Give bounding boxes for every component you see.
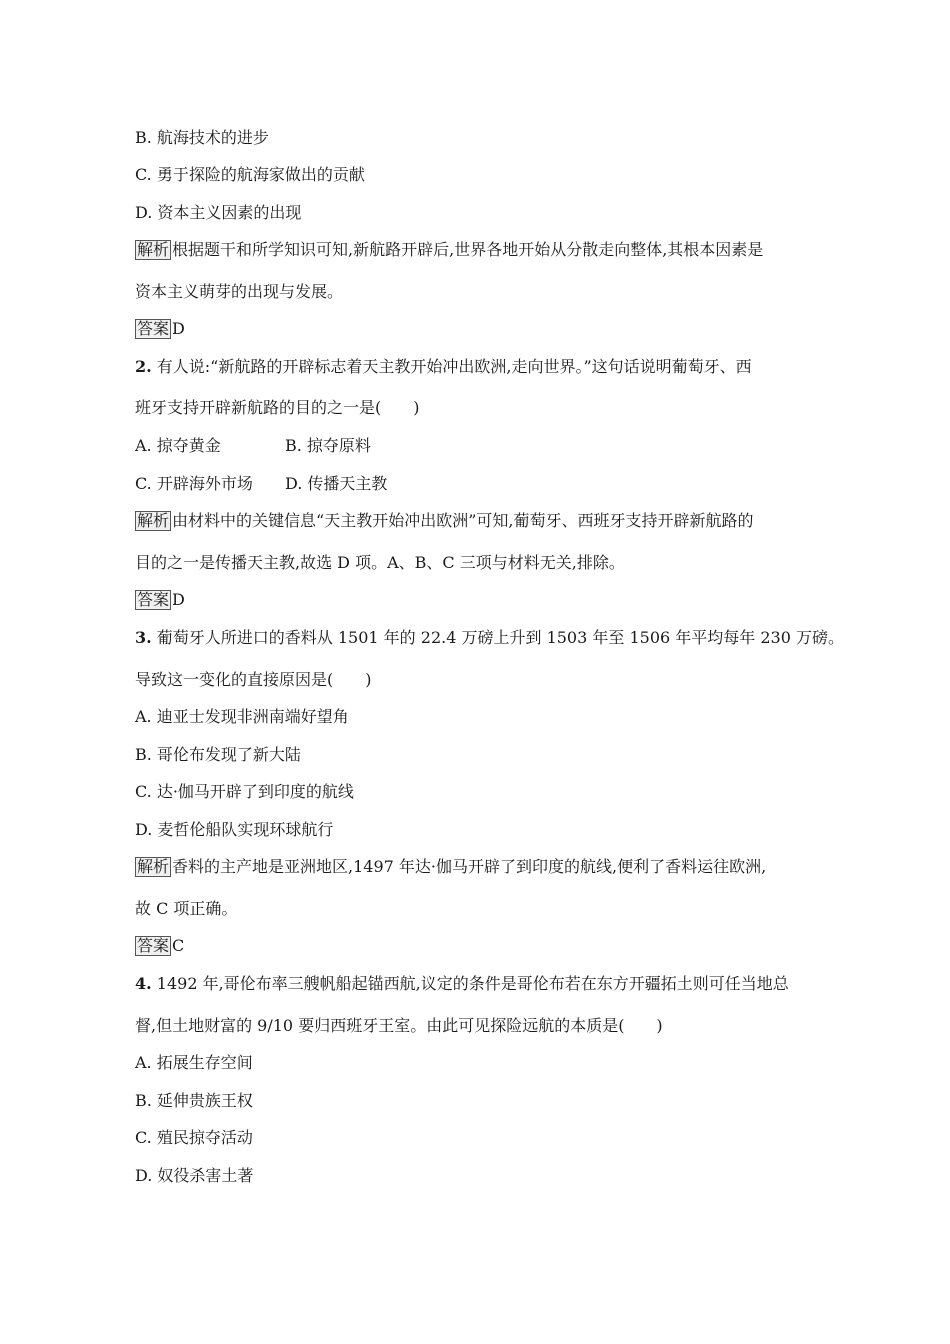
question-text: 1492 年,哥伦布率三艘帆船起锚西航,议定的条件是哥伦布若在东方开疆拓土则可任当地总 bbox=[151, 974, 789, 993]
analysis-text: 根据题干和所学知识可知,新航路开辟后,世界各地开始从分散走向整体,其根本因素是 bbox=[172, 240, 764, 259]
q4-option-d: D. 奴役杀害土著 bbox=[135, 1166, 254, 1185]
analysis-label: 解析 bbox=[137, 240, 170, 259]
answer-label: 答案 bbox=[137, 590, 170, 609]
q3-analysis bbox=[135, 857, 766, 877]
question-number: 2. bbox=[135, 357, 152, 376]
q2-answer bbox=[135, 590, 185, 610]
q4-stem-cont: 督,但土地财富的 9/10 要归西班牙王室。由此可见探险远航的本质是( ) bbox=[135, 1016, 663, 1035]
question-number: 4. bbox=[135, 974, 152, 993]
q2-option-a: A. 掠夺黄金 bbox=[135, 436, 221, 455]
question-text: 有人说:“新航路的开辟标志着天主教开始冲出欧洲,走向世界。”这句话说明葡萄牙、西 bbox=[151, 357, 752, 376]
q3-analysis-cont: 故 C 项正确。 bbox=[135, 899, 238, 918]
q4-stem bbox=[135, 974, 789, 994]
q4-option-c: C. 殖民掠夺活动 bbox=[135, 1128, 253, 1147]
q1-option-b: B. 航海技术的进步 bbox=[135, 128, 269, 147]
analysis-text: 由材料中的关键信息“天主教开始冲出欧洲”可知,葡萄牙、西班牙支持开辟新航路的 bbox=[172, 511, 754, 530]
q4-option-b: B. 延伸贵族王权 bbox=[135, 1091, 253, 1110]
q1-answer bbox=[135, 319, 185, 339]
q3-option-a: A. 迪亚士发现非洲南端好望角 bbox=[135, 707, 349, 726]
answer-value: D bbox=[172, 319, 185, 338]
question-text: 葡萄牙人所进口的香料从 1501 年的 22.4 万磅上升到 1503 年至 1506 年平均每年 230 万磅。 bbox=[151, 628, 844, 647]
answer-value: D bbox=[172, 590, 185, 609]
answer-label: 答案 bbox=[137, 319, 170, 338]
question-number: 3. bbox=[135, 628, 152, 647]
answer-label: 答案 bbox=[137, 936, 170, 955]
q2-stem-cont: 班牙支持开辟新航路的目的之一是( ) bbox=[135, 398, 420, 417]
q2-option-d: D. 传播天主教 bbox=[285, 474, 388, 493]
q1-analysis-cont: 资本主义萌芽的出现与发展。 bbox=[135, 282, 344, 301]
q2-analysis bbox=[135, 511, 753, 531]
q3-option-c: C. 达·伽马开辟了到印度的航线 bbox=[135, 782, 354, 801]
analysis-label: 解析 bbox=[137, 511, 170, 530]
q4-option-a: A. 拓展生存空间 bbox=[135, 1053, 253, 1072]
q2-option-c: C. 开辟海外市场 bbox=[135, 474, 253, 493]
q2-analysis-cont: 目的之一是传播天主教,故选 D 项。A、B、C 三项与材料无关,排除。 bbox=[135, 553, 625, 572]
q3-answer bbox=[135, 936, 184, 956]
q1-option-c: C. 勇于探险的航海家做出的贡献 bbox=[135, 165, 365, 184]
analysis-text: 香料的主产地是亚洲地区,1497 年达·伽马开辟了到印度的航线,便利了香料运往欧洲, bbox=[172, 857, 767, 876]
q3-stem-cont: 导致这一变化的直接原因是( ) bbox=[135, 670, 372, 689]
q3-option-d: D. 麦哲伦船队实现环球航行 bbox=[135, 820, 334, 839]
q2-stem bbox=[135, 357, 752, 377]
analysis-label: 解析 bbox=[137, 857, 170, 876]
q2-option-b: B. 掠夺原料 bbox=[285, 436, 371, 455]
q1-analysis bbox=[135, 240, 763, 260]
q3-option-b: B. 哥伦布发现了新大陆 bbox=[135, 745, 301, 764]
q1-option-d: D. 资本主义因素的出现 bbox=[135, 203, 302, 222]
answer-value: C bbox=[172, 936, 185, 955]
q3-stem bbox=[135, 628, 844, 648]
